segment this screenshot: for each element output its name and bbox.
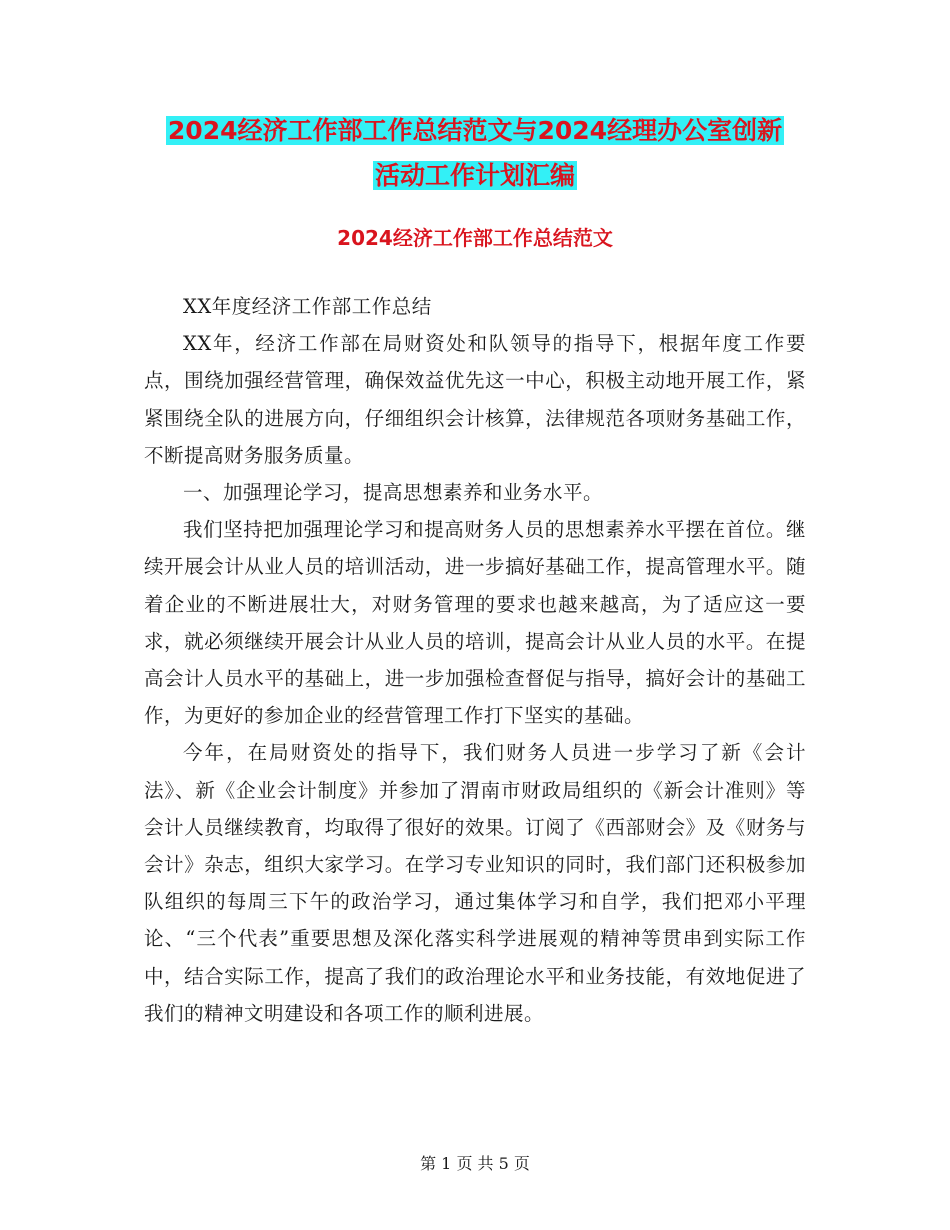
paragraph-subheading: 一、加强理论学习，提高思想素养和业务水平。: [183, 481, 604, 505]
paragraph: 我们坚持把加强理论学习和提高财务人员的思想素养水平摆在首位。继续开展会计从业人员的培训活动，进一步搞好基础工作，提高管理水平。随着企业的不断进展壮大，对财务管理的要求也越来越高，为了适应这一要求，就必须继续开展会计从业人员的培训，提高会计从业人员的水平。在提高会计人员水平的基础上，进一步加强检查督促与指导，搞好会计的基础工作，为更好的参加企业的经营管理工作打下坚实的基础。: [144, 518, 806, 728]
section-title: 2024经济工作部工作总结范文: [337, 226, 613, 250]
page-footer: 第 1 页 共 5 页: [420, 1154, 530, 1173]
document-title-text-1: 2024经济工作部工作总结范文与2024经理办公室创新: [167, 116, 783, 145]
document-title-line-2: [0, 153, 950, 199]
document-title-text-2: 活动工作计划汇编: [374, 161, 575, 190]
paragraph-heading: XX年度经济工作部工作总结: [183, 295, 432, 318]
paragraph: 今年，在局财资处的指导下，我们财务人员进一步学习了新《会计法》、新《企业会计制度》并参加了渭南市财政局组织的《新会计准则》等会计人员继续教育，均取得了很好的效果。订阅了《西部财会》及《财务与会计》杂志，组织大家学习。在学习专业知识的同时，我们部门还积极参加队组织的每周三下午的政治学习，通过集体学习和自学，我们把邓小平理论、“三个代表”重要思想及深化落实科学进展观的精神等贯串到实际工作中，结合实际工作，提高了我们的政治理论水平和业务技能，有效地促进了我们的精神文明建设和各项工作的顺利进展。: [144, 741, 806, 1025]
paragraph: XX年，经济工作部在局财资处和队领导的指导下，根据年度工作要点，围绕加强经营管理，确保效益优先这一中心，积极主动地开展工作，紧紧围绕全队的进展方向，仔细组织会计核算，法律规范各项财务基础工作，不断提高财务服务质量。: [144, 332, 806, 467]
document-title-line-1: [0, 108, 950, 154]
document-body: [144, 288, 806, 1032]
